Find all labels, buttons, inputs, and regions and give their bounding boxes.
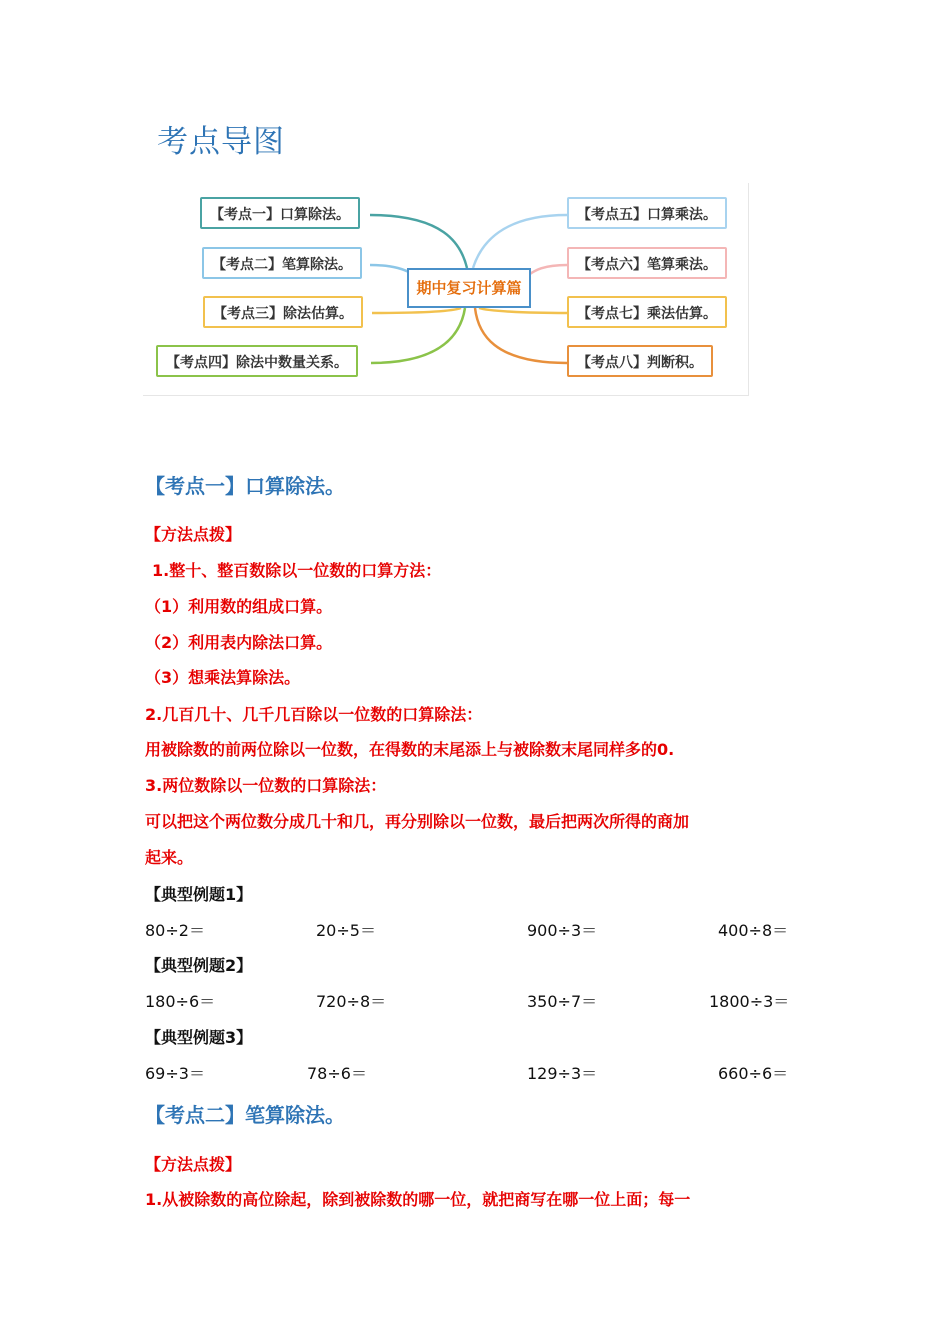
example-label: 【典型例题1】 xyxy=(145,885,253,904)
mindmap-node-4: 【考点四】除法中数量关系。 xyxy=(156,345,358,377)
method-label: 【方法点拨】 xyxy=(145,1155,242,1174)
method-line: 起来。 xyxy=(145,848,194,867)
example-problem: 1800÷3＝ xyxy=(709,992,790,1011)
method-line: 3.两位数除以一位数的口算除法： xyxy=(145,776,387,795)
example-problem: 400÷8＝ xyxy=(718,921,789,940)
connector-7 xyxy=(479,308,567,313)
connector-3 xyxy=(372,308,461,313)
method-line: （1）利用数的组成口算。 xyxy=(145,597,333,616)
method-label: 【方法点拨】 xyxy=(145,525,242,544)
example-label: 【典型例题2】 xyxy=(145,956,253,975)
mindmap-node-1: 【考点一】口算除法。 xyxy=(200,197,360,229)
mind-map xyxy=(143,183,749,396)
example-problem: 350÷7＝ xyxy=(527,992,598,1011)
method-line: （3）想乘法算除法。 xyxy=(145,668,301,687)
page-title: 考点导图 xyxy=(157,124,285,160)
mindmap-node-5: 【考点五】口算乘法。 xyxy=(567,197,727,229)
method-line: 用被除数的前两位除以一位数，在得数的末尾添上与被除数末尾同样多的0. xyxy=(145,740,675,759)
mindmap-node-2: 【考点二】笔算除法。 xyxy=(202,247,362,279)
connector-1 xyxy=(370,215,467,268)
method-line: 1.从被除数的高位除起，除到被除数的哪一位，就把商写在哪一位上面；每一 xyxy=(145,1190,691,1209)
connector-5 xyxy=(473,215,567,268)
section-title: 【考点一】口算除法。 xyxy=(145,474,345,498)
mindmap-node-7: 【考点七】乘法估算。 xyxy=(567,296,727,328)
method-line: 2.几百几十、几千几百除以一位数的口算除法： xyxy=(145,705,483,724)
section-title: 【考点二】笔算除法。 xyxy=(145,1103,345,1127)
connector-8 xyxy=(475,308,567,363)
mindmap-center: 期中复习计算篇 xyxy=(407,268,531,308)
example-problem: 180÷6＝ xyxy=(145,992,216,1011)
example-problem: 129÷3＝ xyxy=(527,1064,598,1083)
example-problem: 20÷5＝ xyxy=(316,921,376,940)
example-label: 【典型例题3】 xyxy=(145,1028,253,1047)
method-line: 1.整十、整百数除以一位数的口算方法： xyxy=(152,561,442,580)
example-problem: 78÷6＝ xyxy=(307,1064,367,1083)
method-line: 可以把这个两位数分成几十和几，再分别除以一位数，最后把两次所得的商加 xyxy=(145,812,690,831)
example-problem: 900÷3＝ xyxy=(527,921,598,940)
connector-4 xyxy=(371,308,465,363)
mindmap-node-3: 【考点三】除法估算。 xyxy=(203,296,363,328)
mindmap-node-6: 【考点六】笔算乘法。 xyxy=(567,247,727,279)
example-problem: 80÷2＝ xyxy=(145,921,205,940)
method-line: （2）利用表内除法口算。 xyxy=(145,633,333,652)
example-problem: 660÷6＝ xyxy=(718,1064,789,1083)
example-problem: 720÷8＝ xyxy=(316,992,387,1011)
example-problem: 69÷3＝ xyxy=(145,1064,205,1083)
mindmap-node-8: 【考点八】判断积。 xyxy=(567,345,713,377)
